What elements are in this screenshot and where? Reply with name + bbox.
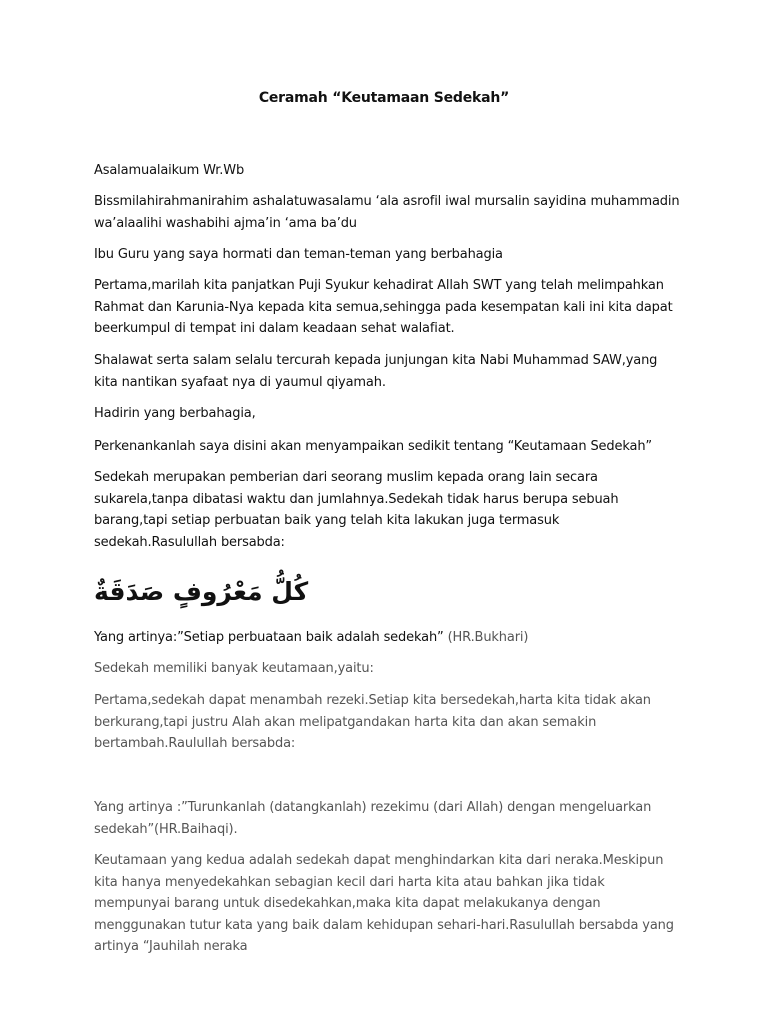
translation-paragraph-2: Yang artinya :”Turunkanlah (datangkanlah) rezekimu (dari Allah) dengan mengeluarkan sedekah”(HR.Baihaqi). — [94, 800, 652, 837]
arabic-hadith-text: كُلُّ مَعْرُوفٍ صَدَقَةٌ — [94, 577, 309, 606]
audience-greeting-paragraph: Ibu Guru yang saya hormati dan teman-teman yang berbahagia — [94, 247, 503, 262]
topic-intro-paragraph: Perkenankanlah saya disini akan menyampaikan sedikit tentang “Keutamaan Sedekah” — [94, 439, 652, 454]
first-virtue-paragraph: Pertama,sedekah dapat menambah rezeki.Setiap kita bersedekah,harta kita tidak akan berkurang,tapi justru Alah akan melipatgandakan harta kita dan akan semakin bertambah.Raulullah bersabda: — [94, 693, 651, 751]
opening-prayer-paragraph: Bissmilahirahmanirahim ashalatuwasalamu ‘ala asrofil iwal mursalin sayidina muhammadin wa’alaalihi washabihi ajma’in ‘ama ba’du — [94, 194, 680, 231]
gratitude-paragraph: Pertama,marilah kita panjatkan Puji Syukur kehadirat Allah SWT yang telah melimpahkan Rahmat dan Karunia-Nya kepada kita semua,sehingga pada kesempatan kali ini kita dapat beerkumpul di tempat ini dalam keadaan sehat walafiat. — [94, 278, 673, 336]
translation-paragraph-1 — [94, 627, 684, 649]
sedekah-definition-paragraph: Sedekah merupakan pemberian dari seorang muslim kepada orang lain secara sukarela,tanpa dibatasi waktu dan jumlahnya.Sedekah tidak harus berupa sebuah barang,tapi setiap perbuatan baik yang telah kita lakukan juga termasuk sedekah.Rasulullah bersabda: — [94, 470, 619, 550]
second-virtue-paragraph: Keutamaan yang kedua adalah sedekah dapat menghindarkan kita dari neraka.Meskipun kita hanya menyedekahkan sebagian kecil dari harta kita atau bahkan jika tidak mempunyai barang untuk disedekahkan,maka kita dapat melakukanya dengan menggunakan tutur kata yang baik dalam kehidupan sehari-hari.Rasulullah bersabda yang artinya “Jauhilah neraka — [94, 853, 674, 954]
translation-1-source: (HR.Bukhari) — [447, 630, 529, 645]
audience-address-paragraph: Hadirin yang berbahagia, — [94, 406, 256, 421]
virtues-intro-paragraph: Sedekah memiliki banyak keutamaan,yaitu: — [94, 661, 374, 676]
greeting-paragraph: Asalamualaikum Wr.Wb — [94, 163, 245, 178]
document-title: Ceramah “Keutamaan Sedekah” — [258, 90, 510, 106]
shalawat-paragraph: Shalawat serta salam selalu tercurah kepada junjungan kita Nabi Muhammad SAW,yang kita nantikan syafaat nya di yaumul qiyamah. — [94, 353, 658, 390]
translation-1-main: Yang artinya:”Setiap perbuataan baik adalah sedekah” — [94, 630, 444, 645]
